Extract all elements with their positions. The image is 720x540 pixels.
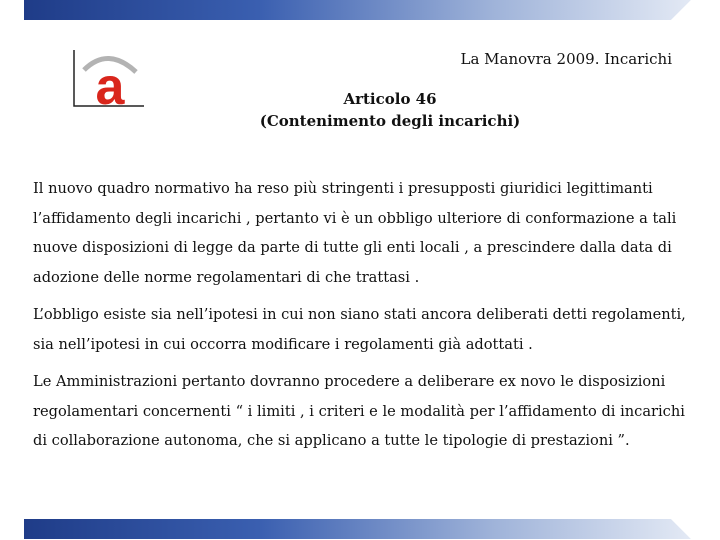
- article-heading: [200, 88, 580, 132]
- top-decorative-bar: [24, 0, 694, 20]
- paragraph: Le Amministrazioni pertanto dovranno procedere a deliberare ex novo le disposizioni regolamentari concernenti “ i limiti , i criteri e le modalità per l’affidamento di incarichi di collaborazione autonoma, che si applicano a tutte le tipologie di prestazioni ”.: [33, 373, 685, 449]
- logo-letter: a: [95, 58, 125, 110]
- bottom-decorative-bar: [24, 519, 694, 539]
- article-subtitle: (Contenimento degli incarichi): [259, 112, 521, 130]
- paragraph: Il nuovo quadro normativo ha reso più stringenti i presupposti giuridici legittimanti l’affidamento degli incarichi , pertanto vi è un obbligo ulteriore di conformazione a tali nuove disposizioni di legge da parte di tutte gli enti locali , a prescindere dalla data di adozione delle norme regolamentari di che trattasi .: [33, 180, 677, 286]
- logo-icon: [70, 48, 146, 110]
- page-title: La Manovra 2009. Incarichi: [460, 50, 672, 68]
- article-number: Articolo 46: [343, 90, 437, 108]
- body-text: [33, 174, 697, 464]
- paragraph: L’obbligo esiste sia nell’ipotesi in cui non siano stati ancora deliberati detti regolamenti, sia nell’ipotesi in cui occorra modificare i regolamenti già adottati .: [33, 306, 686, 353]
